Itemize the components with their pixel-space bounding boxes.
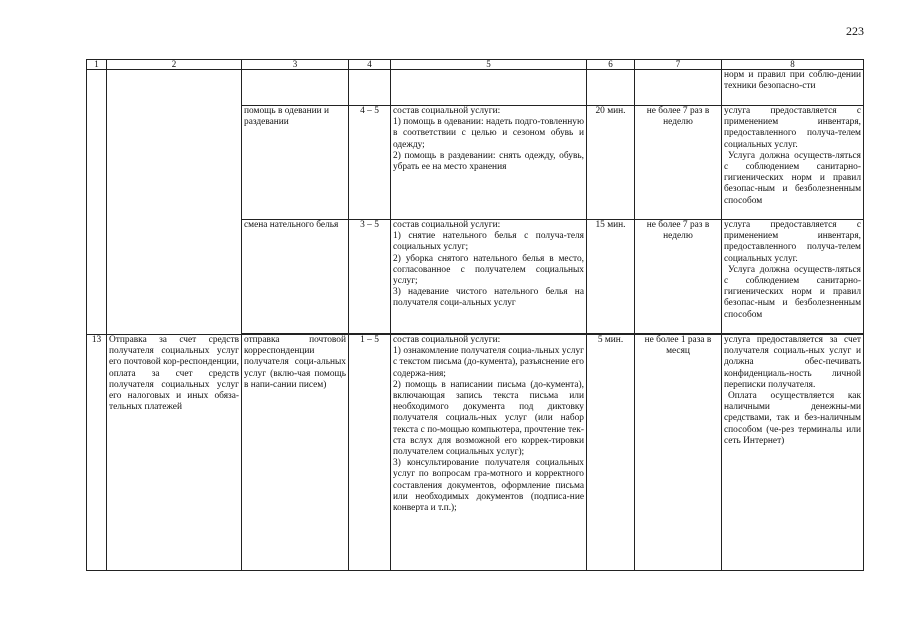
services-table <box>86 59 864 571</box>
cell-duration-mail: 5 мин. <box>587 335 635 571</box>
conditions-line: услуга предоставляется за счет получателя социаль-ных услуг и должна обес-печивать конфиденциаль-ность личной переписки получателя. <box>724 335 861 390</box>
cell-frequency-dressing: не более 7 раз в неделю <box>635 106 722 220</box>
col-number-7: 7 <box>635 60 722 70</box>
composition-line: 3) консультирование получателя социальных услуг по вопросам гра-мотного и корректного составления документов, оформление письма или необходимых документов (подписа-ние конверта и т.п.); <box>393 458 584 514</box>
cell-points-prev <box>349 70 391 106</box>
col-number-2: 2 <box>107 60 242 70</box>
col-number-6: 6 <box>587 60 635 70</box>
composition-line: состав социальной услуги: <box>393 220 501 230</box>
cell-composition-dressing <box>391 106 587 220</box>
cell-points-linen: 3 – 5 <box>349 220 391 334</box>
col-number-5: 5 <box>391 60 587 70</box>
composition-line: 2) помощь в раздевании: снять одежду, обувь, убрать ее на место хранения <box>393 150 584 173</box>
cell-service-dressing: помощь в одевании и раздевании <box>242 106 349 220</box>
cell-duration-prev <box>587 70 635 106</box>
continuation-row <box>87 70 864 106</box>
cell-frequency-mail: не более 1 раза в месяц <box>635 335 722 571</box>
cell-frequency-linen: не более 7 раз в неделю <box>635 220 722 334</box>
conditions-line: услуга предоставляется с применением инвентаря, предоставленного получа-телем социальных услуг. <box>724 220 861 264</box>
composition-line: 1) снятие нательного белья с получа-теля социальных услуг; <box>393 231 584 253</box>
mail-row <box>87 335 864 571</box>
cell-service-prev <box>242 70 349 106</box>
cell-conditions-cont: норм и правил при соблю-дении техники безопасно-сти <box>722 70 864 106</box>
col-number-3: 3 <box>242 60 349 70</box>
cell-composition-mail <box>391 335 587 571</box>
conditions-line: Оплата осуществляется как наличными денежны-ми средствами, так и без-наличным способом (че-рез терминалы или сеть Интернет) <box>724 391 861 446</box>
col-number-8: 8 <box>722 60 864 70</box>
col-number-1: 1 <box>87 60 107 70</box>
cell-composition-linen <box>391 220 587 334</box>
cell-points-mail: 1 – 5 <box>349 335 391 571</box>
cell-number-prev <box>87 70 107 335</box>
cell-category-prev <box>107 70 242 335</box>
composition-line: состав социальной услуги: <box>393 106 501 116</box>
cell-service-linen: смена нательного белья <box>242 220 349 334</box>
cell-conditions-mail <box>722 335 864 571</box>
cell-points-dressing: 4 – 5 <box>349 106 391 220</box>
composition-line: 1) помощь в одевании: надеть подго-товленную в соответствии с целью и сезоном обувь и одежду; <box>393 117 584 150</box>
conditions-line: услуга предоставляется с применением инвентаря, предоставленного получа-телем социальных услуг. <box>724 106 861 150</box>
composition-line: 2) помощь в написании письма (до-кумента), включающая запись текста письма или необходимого документа под диктовку получателя социаль-ных услуг (или набор текста с по-мощью компьютера, прочтение тек-ста вслух для возможной его коррек-тировки получателем социальных услуг); <box>393 379 584 458</box>
composition-line: 3) надевание чистого нательного белья на получателя соци-альных услуг <box>393 287 584 309</box>
composition-line: состав социальной услуги: <box>393 335 501 345</box>
cell-duration-dressing: 20 мин. <box>587 106 635 220</box>
conditions-line: Услуга должна осуществ-ляться с соблюдением санитарно-гигиенических норм и правил безопас-ным и безболезненным способом <box>724 150 861 206</box>
composition-line: 1) ознакомление получателя социа-льных услуг с текстом письма (до-кумента), разъяснение его содержа-ния; <box>393 346 584 379</box>
page-number: 223 <box>846 24 864 38</box>
cell-frequency-prev <box>635 70 722 106</box>
cell-composition-prev <box>391 70 587 106</box>
conditions-line: Услуга должна осуществ-ляться с соблюдением санитарно-гигиенических норм и правил безопас-ным и безболезненным способом <box>724 264 861 320</box>
composition-line: 2) уборка снятого нательного белья в место, согласованное с получателем социальных услуг; <box>393 253 584 287</box>
col-number-4: 4 <box>349 60 391 70</box>
cell-duration-linen: 15 мин. <box>587 220 635 334</box>
column-number-row <box>87 60 864 70</box>
cell-conditions-linen <box>722 220 864 334</box>
cell-number-13: 13 <box>87 335 107 571</box>
cell-service-mail: отправка почтовой корреспонденции получателя соци-альных услуг (вклю-чая помощь в напи-сании писем) <box>242 335 349 571</box>
cell-category-13: Отправка за счет средств получателя социальных услуг его почтовой кор-респонденции, оплата за счет средств получателя социальных услуг его налоговых и иных обяза-тельных платежей <box>107 335 242 571</box>
cell-conditions-dressing <box>722 106 864 220</box>
